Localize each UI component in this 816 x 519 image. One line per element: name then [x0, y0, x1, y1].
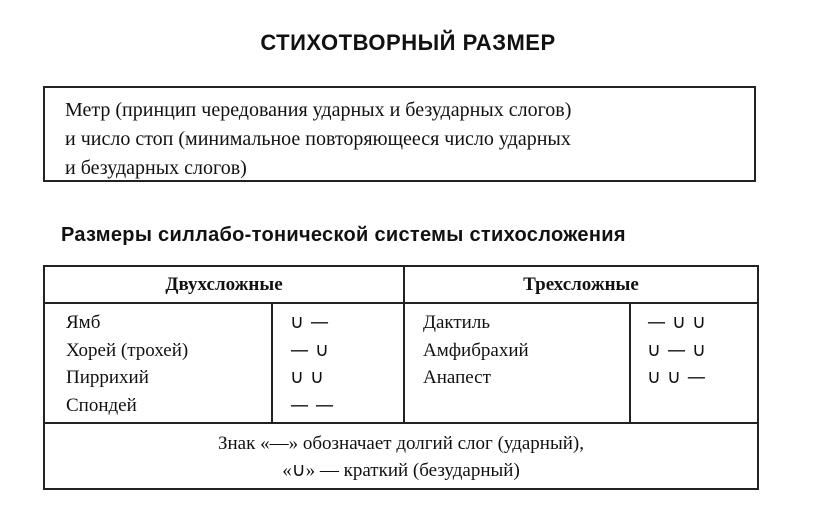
legend-line-long: Знак «—» обозначает долгий слог (ударный),	[218, 433, 584, 454]
definition-box	[43, 86, 756, 182]
meter-scheme-spondee: — —	[290, 393, 335, 416]
page-title: СТИХОТВОРНЫЙ РАЗМЕР	[260, 30, 556, 55]
trisyllabic-names	[423, 309, 529, 392]
header-trisyllabic: Трехсложные	[523, 274, 639, 295]
meter-name-amphibrach: Амфибрахий	[423, 339, 529, 361]
table-header-rule	[45, 302, 757, 304]
meter-name-trochee: Хорей (трохей)	[66, 339, 189, 361]
disyllabic-schemes	[290, 309, 334, 419]
meters-table	[43, 265, 759, 490]
meter-scheme-iamb: ∪ —	[290, 311, 329, 333]
section-subtitle: Размеры силлабо-тонической системы стихосложения	[61, 224, 626, 246]
definition-line-1: Метр (принцип чередования ударных и безударных слогов)	[65, 99, 572, 121]
table-legend-note	[45, 430, 757, 484]
table-footer-rule	[45, 422, 757, 424]
table-divider-right-scheme	[629, 302, 631, 424]
meter-scheme-anapest: ∪ ∪ —	[647, 366, 706, 388]
meter-name-spondee: Спондей	[66, 394, 137, 416]
definition-line-3: и безударных слогов)	[65, 157, 247, 179]
meter-scheme-trochee: — ∪	[290, 338, 329, 361]
legend-line-short: «∪» — краткий (безударный)	[282, 460, 520, 481]
table-divider-left-scheme	[271, 302, 273, 424]
meter-name-iamb: Ямб	[66, 312, 101, 333]
meter-name-anapest: Анапест	[423, 367, 491, 388]
meter-scheme-pyrrhic: ∪ ∪	[290, 366, 324, 388]
trisyllabic-schemes	[647, 309, 706, 392]
meter-scheme-dactyl: — ∪ ∪	[647, 311, 706, 333]
meter-name-dactyl: Дактиль	[423, 312, 490, 333]
disyllabic-names	[66, 309, 188, 419]
meter-scheme-amphibrach: ∪ — ∪	[647, 338, 706, 361]
meter-name-pyrrhic: Пиррихий	[66, 367, 149, 388]
definition-line-2: и число стоп (минимальное повторяющееся число ударных	[65, 128, 571, 150]
header-disyllabic: Двухсложные	[165, 274, 283, 295]
